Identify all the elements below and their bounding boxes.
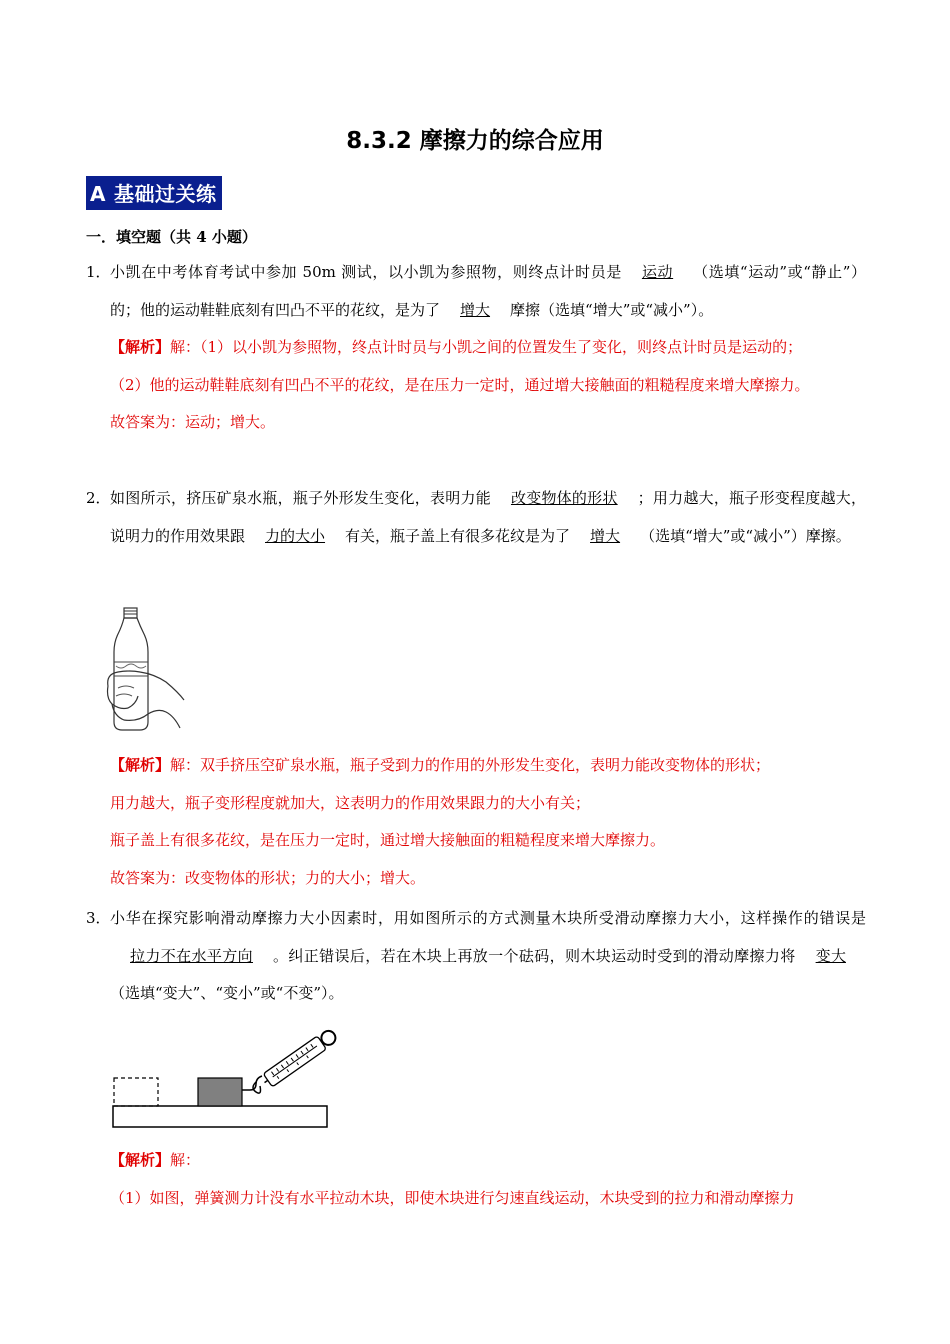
analysis-line: （2）他的运动鞋鞋底刻有凹凸不平的花纹，是在压力一定时，通过增大接触面的粗糙程度来增大摩擦力。	[110, 375, 810, 394]
question-number: 2．	[86, 489, 111, 507]
question-text	[110, 480, 866, 555]
analysis	[110, 747, 866, 897]
answer-blank: 拉力不在水平方向	[130, 946, 253, 965]
question-text	[110, 254, 866, 329]
analysis-line	[110, 747, 866, 785]
question-2	[86, 480, 866, 555]
page-title: 8.3.2 摩擦力的综合应用	[346, 128, 604, 154]
answer-blank: 增大	[590, 526, 621, 545]
answer-blank: 运动	[641, 263, 674, 281]
section-letter: A	[90, 182, 106, 206]
question-type-heading: 一．填空题（共 4 小题）	[86, 228, 257, 246]
analysis-tag: 【解析】	[110, 338, 171, 356]
question-text	[110, 900, 866, 1013]
section-badge	[86, 176, 222, 210]
answer-blank: 改变物体的形状	[510, 489, 618, 507]
question-text-part: （选填“增大”或“减小”）摩擦。	[640, 526, 851, 545]
answer-blank: 变大	[815, 946, 846, 965]
question-text-part: 小华在探究影响滑动摩擦力大小因素时，用如图所示的方式测量木块所受滑动摩擦力大小，这样操作的错误是	[110, 909, 866, 927]
question-text-part: ；用力越大，瓶子形变程度越大，说明力的作用效果跟	[110, 489, 866, 545]
question-text-part: 摩擦（选填“增大”或“减小”）。	[510, 300, 714, 319]
question-number: 1．	[86, 263, 111, 281]
analysis-text: 解：双手挤压空矿泉水瓶，瓶子受到力的作用的外形发生变化，表明力能改变物体的形状；	[170, 756, 771, 774]
analysis-text: 解：	[170, 1151, 201, 1169]
analysis-line	[110, 329, 866, 367]
question-3	[86, 900, 866, 1013]
question-text-part: （选填“变大”、“变小”或“不变”）。	[110, 984, 344, 1002]
analysis-text: 解：（1）以小凯为参照物，终点计时员与小凯之间的位置发生了变化，则终点计时员是运动的；	[170, 338, 803, 356]
section-name: 基础过关练	[113, 182, 217, 206]
analysis-line: （1）如图，弹簧测力计没有水平拉动木块，即使木块进行匀速直线运动，木块受到的拉力和滑动摩擦力	[110, 1188, 795, 1207]
answer-blank: 增大	[460, 300, 491, 319]
question-text-part: 。纠正错误后，若在木块上再放一个砝码，则木块运动时受到的滑动摩擦力将	[272, 946, 796, 965]
question-text-part: 有关，瓶子盖上有很多花纹是为了	[345, 526, 571, 545]
bottle-squeeze-figure	[104, 604, 188, 736]
question-2-analysis	[86, 747, 866, 897]
question-3-analysis	[86, 1142, 866, 1217]
question-1	[86, 254, 866, 442]
question-number: 3．	[86, 909, 111, 927]
question-text-part: （选填“运动”或“静止”）的；他的运动鞋鞋底刻有凹凸不平的花纹，是为了	[110, 263, 866, 319]
answer-blank: 力的大小	[265, 526, 326, 545]
analysis-line: 用力越大，瓶子变形程度就加大，这表明力的作用效果跟力的大小有关；	[110, 793, 591, 812]
analysis-tag: 【解析】	[110, 1151, 171, 1169]
analysis-tag: 【解析】	[110, 756, 171, 774]
analysis-answer: 故答案为：运动；增大。	[110, 413, 276, 431]
spring-scale-figure	[110, 1024, 350, 1130]
analysis	[110, 329, 866, 442]
analysis-line	[110, 1142, 866, 1180]
analysis	[110, 1142, 866, 1217]
question-text-part: 小凯在中考体育考试中参加 50m 测试，以小凯为参照物，则终点计时员是	[110, 263, 622, 281]
analysis-line: 瓶子盖上有很多花纹，是在压力一定时，通过增大接触面的粗糙程度来增大摩擦力。	[110, 831, 666, 849]
analysis-answer: 故答案为：改变物体的形状；力的大小；增大。	[110, 868, 426, 887]
question-text-part: 如图所示，挤压矿泉水瓶，瓶子外形发生变化，表明力能	[110, 489, 491, 507]
